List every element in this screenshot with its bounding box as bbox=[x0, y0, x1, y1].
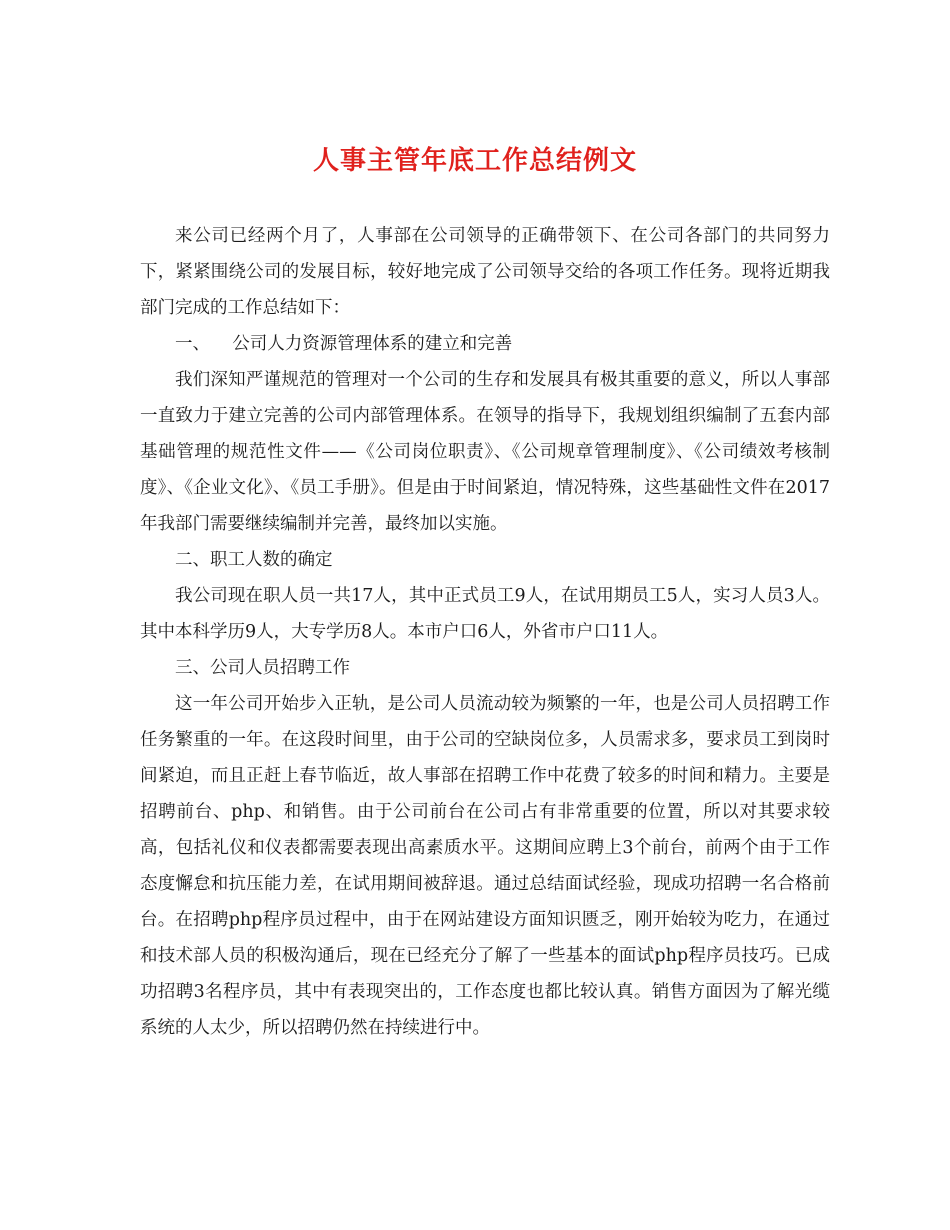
document-body bbox=[140, 218, 830, 1046]
section-2-paragraph: 我公司现在职人员一共17人，其中正式员工9人，在试用期员工5人，实习人员3人。其中本科学历9人，大专学历8人。本市户口6人，外省市户口11人。 bbox=[140, 586, 830, 642]
section-3-paragraph: 这一年公司开始步入正轨，是公司人员流动较为频繁的一年，也是公司人员招聘工作任务繁重的一年。在这段时间里，由于公司的空缺岗位多，人员需求多，要求员工到岗时间紧迫，而且正赶上春节临近，故人事部在招聘工作中花费了较多的时间和精力。主要是招聘前台、php、和销售。由于公司前台在公司占有非常重要的位置，所以对其要求较高，包括礼仪和仪表都需要表现出高素质水平。这期间应聘上3个前台，前两个由于工作态度懈怠和抗压能力差，在试用期间被辞退。通过总结面试经验，现成功招聘一名合格前台。在招聘php程序员过程中，由于在网站建设方面知识匮乏，刚开始较为吃力，在通过和技术部人员的积极沟通后，现在已经充分了解了一些基本的面试php程序员技巧。已成功招聘3名程序员，其中有表现突出的，工作态度也都比较认真。销售方面因为了解光缆系统的人太少，所以招聘仍然在持续进行中。 bbox=[140, 694, 830, 1038]
section-1-paragraph: 我们深知严谨规范的管理对一个公司的生存和发展具有极其重要的意义，所以人事部一直致力于建立完善的公司内部管理体系。在领导的指导下，我规划组织编制了五套内部基础管理的规范性文件——《公司岗位职责》、《公司规章管理制度》、《公司绩效考核制度》、《企业文化》、《员工手册》。但是由于时间紧迫，情况特殊，这些基础性文件在2017年我部门需要继续编制并完善，最终加以实施。 bbox=[140, 370, 830, 534]
document-title: 人事主管年底工作总结例文 bbox=[312, 146, 637, 176]
section-heading-1: 一、 公司人力资源管理体系的建立和完善 bbox=[175, 334, 513, 354]
section-heading-3: 三、公司人员招聘工作 bbox=[175, 658, 350, 678]
intro-paragraph: 来公司已经两个月了，人事部在公司领导的正确带领下、在公司各部门的共同努力下，紧紧围绕公司的发展目标，较好地完成了公司领导交给的各项工作任务。现将近期我部门完成的工作总结如下： bbox=[140, 226, 830, 318]
section-heading-2: 二、职工人数的确定 bbox=[175, 550, 333, 570]
